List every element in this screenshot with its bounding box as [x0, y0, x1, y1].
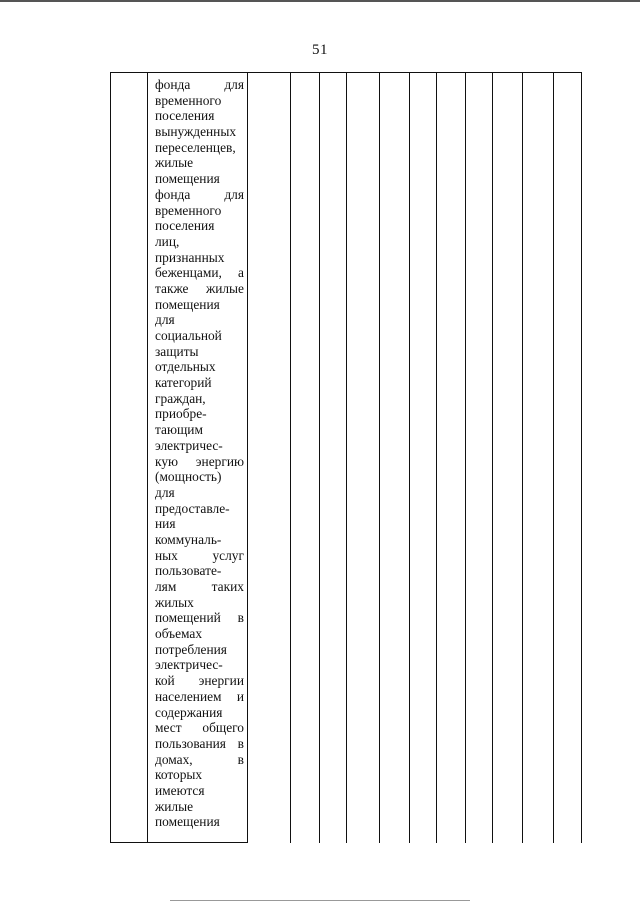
cell-text-line: также жилые [155, 280, 244, 296]
cell-text-line: защиты [155, 343, 199, 359]
scan-edge-top [0, 0, 640, 2]
cell-text-line: социальной [155, 328, 222, 343]
cell-text-line: беженцами, а [155, 265, 244, 281]
column-divider [436, 72, 437, 843]
cell-text-line: лям таких [155, 579, 244, 594]
column-divider [346, 72, 347, 843]
cell-text-line: поселения [155, 108, 215, 124]
cell-text-line: поселения [155, 218, 215, 234]
cell-text-line: кой энергии [155, 673, 244, 689]
cell-text-line: лиц, [155, 233, 180, 249]
cell-text-line: помещения [155, 814, 220, 830]
table-cell-description [155, 77, 244, 830]
cell-text-line: тающим [155, 422, 203, 438]
scan-edge-bottom [170, 900, 470, 901]
cell-text-line: которых [155, 767, 203, 783]
cell-text-line: (мощность) [155, 469, 222, 485]
column-divider [409, 72, 410, 843]
cell-text-line: электричес- [155, 437, 223, 453]
cell-text-line: коммуналь- [155, 531, 222, 547]
column-divider [553, 72, 554, 843]
cell-text-line: вынужденных [155, 124, 237, 140]
cell-text-line: фонда для [155, 77, 244, 92]
cell-text-line: переселенцев, [155, 139, 236, 155]
cell-text-line: объемах [155, 626, 203, 642]
cell-text-line: пользовате- [155, 563, 222, 579]
cell-text-line: граждан, [155, 390, 206, 406]
cell-text-line: имеются [155, 782, 205, 798]
cell-text-line: населением и [155, 688, 244, 704]
column-divider [379, 72, 380, 843]
cell-text-line: категорий [155, 375, 212, 391]
cell-text-line: фонда для [155, 186, 244, 202]
cell-text-line: жилых [155, 594, 194, 610]
cell-text-line: жилые [155, 798, 194, 814]
cell-text-line: временного [155, 202, 222, 218]
cell-text-line: приобре- [155, 406, 207, 422]
cell-text-line: отдельных [155, 359, 216, 375]
cell-text-line: предоставле- [155, 500, 230, 516]
cell-text-line: кую энергию [155, 453, 244, 469]
cell-text-line: пользования в [155, 735, 244, 751]
cell-text-line: потребления [155, 641, 227, 657]
column-divider [247, 72, 248, 843]
cell-text-line: ния [155, 516, 176, 532]
cell-text-line: для [155, 484, 175, 500]
cell-text-line: домах, в [155, 751, 244, 767]
column-divider [290, 72, 291, 843]
column-divider [147, 72, 148, 843]
cell-text-line: для [155, 312, 175, 328]
column-divider [319, 72, 320, 843]
column-divider [522, 72, 523, 843]
page-number: 51 [312, 42, 328, 58]
cell-text-line: помещения [155, 296, 220, 312]
cell-text-line: временного [155, 92, 222, 108]
cell-text-line: помещений в [155, 610, 244, 626]
cell-text-line: электричес- [155, 657, 223, 673]
cell-text-line: ных услуг [155, 547, 244, 563]
column-divider [492, 72, 493, 843]
cell-text-line: содержания [155, 704, 223, 720]
cell-text-line: помещения [155, 171, 220, 187]
cell-text-line: жилые [155, 155, 194, 171]
column-divider [465, 72, 466, 843]
table-bottom-border [110, 842, 248, 843]
cell-text-line: мест общего [155, 720, 244, 736]
cell-text-line: признанных [155, 249, 225, 265]
